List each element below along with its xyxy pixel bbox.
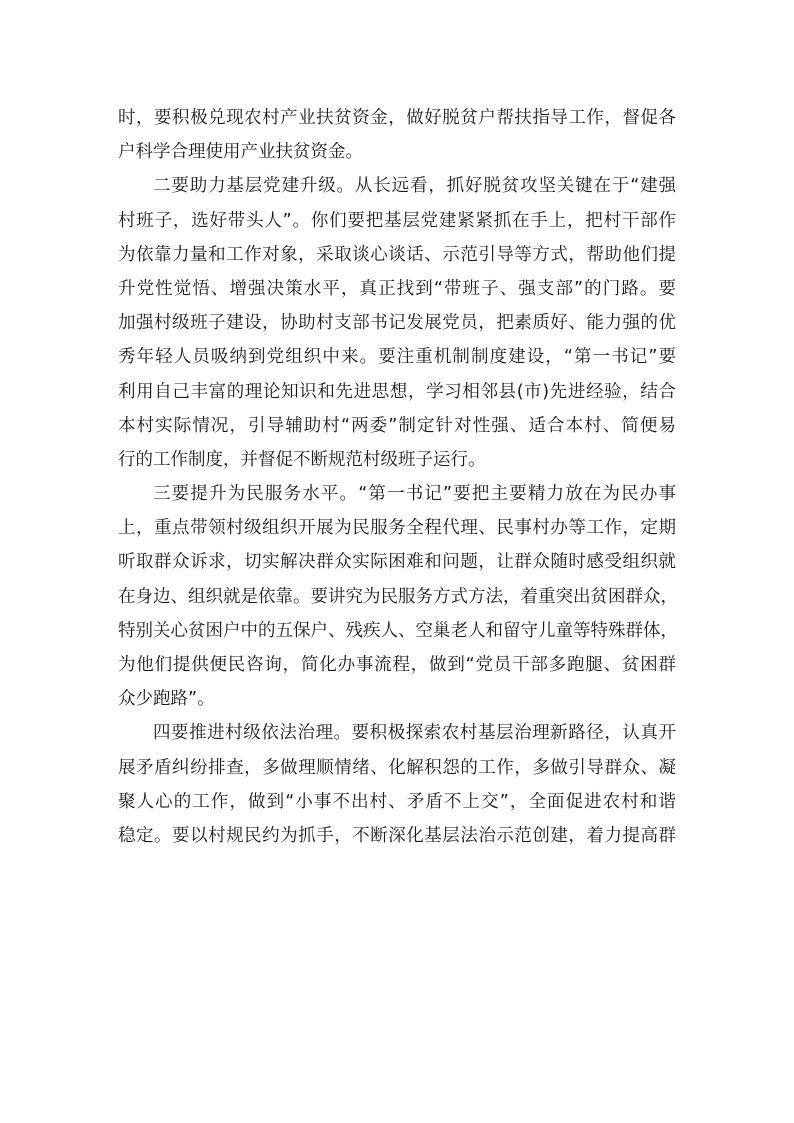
text-line: 三要提升为民服务水平。“第一书记”要把主要精力放在为民办事 bbox=[153, 484, 676, 505]
paragraph-2 bbox=[118, 169, 676, 477]
text-line: 为他们提供便民咨询，简化办事流程，做到“党员干部多跑腿、贫困群 bbox=[118, 655, 676, 675]
text-line: 上，重点带领村级组织开展为民服务全程代理、民事村办等工作，定期 bbox=[118, 518, 676, 539]
text-line: 众少跑路”。 bbox=[118, 689, 215, 710]
text-line: 本村实际情况，引导辅助村“两委”制定针对性强、适合本村、简便易 bbox=[118, 415, 676, 436]
text-line: 展矛盾纠纷排查，多做理顺情绪、化解积怨的工作，多做引导群众、凝 bbox=[118, 757, 676, 778]
text-line: 加强村级班子建设，协助村支部书记发展党员，把素质好、能力强的优 bbox=[118, 313, 676, 334]
text-line: 听取群众诉求，切实解决群众实际困难和问题，让群众随时感受组织就 bbox=[118, 552, 676, 573]
text-line: 在身边、组织就是依靠。要讲究为民服务方式方法，着重突出贫困群众， bbox=[118, 586, 678, 607]
document-body bbox=[118, 101, 676, 853]
text-line: 四要推进村级依法治理。要积极探索农村基层治理新路径，认真开 bbox=[153, 723, 676, 744]
text-line: 户科学合理使用产业扶贫资金。 bbox=[118, 142, 363, 163]
text-line: 升党性觉悟、增强决策水平，真正找到“带班子、强支部”的门路。要 bbox=[118, 278, 676, 299]
paragraph-4 bbox=[118, 716, 676, 853]
text-line: 行的工作制度，并督促不断规范村级班子运行。 bbox=[118, 449, 486, 470]
text-line: 稳定。要以村规民约为抓手，不断深化基层法治示范创建，着力提高群 bbox=[118, 825, 676, 846]
paragraph-1 bbox=[118, 101, 676, 169]
text-line: 利用自己丰富的理论知识和先进思想，学习相邻县(市)先进经验，结合 bbox=[118, 381, 676, 402]
text-line: 村班子，选好带头人”。你们要把基层党建紧紧抓在手上，把村干部作 bbox=[118, 210, 676, 231]
paragraph-3 bbox=[118, 477, 676, 716]
text-line: 特别关心贫困户中的五保户、残疾人、空巢老人和留守儿童等特殊群体， bbox=[118, 620, 678, 641]
text-line: 时，要积极兑现农村产业扶贫资金，做好脱贫户帮扶指导工作，督促各 bbox=[118, 108, 676, 128]
text-line: 为依靠力量和工作对象，采取谈心谈话、示范引导等方式，帮助他们提 bbox=[118, 244, 676, 265]
text-line: 二要助力基层党建升级。从长远看，抓好脱贫攻坚关键在于“建强 bbox=[153, 176, 676, 197]
text-line: 聚人心的工作，做到“小事不出村、矛盾不上交”，全面促进农村和谐 bbox=[118, 791, 676, 812]
text-line: 秀年轻人员吸纳到党组织中来。要注重机制制度建设，“第一书记”要 bbox=[118, 347, 676, 368]
